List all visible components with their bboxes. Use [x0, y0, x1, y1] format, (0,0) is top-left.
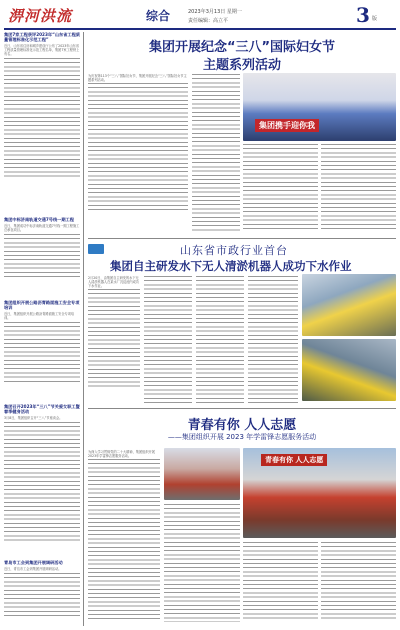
section-divider — [88, 238, 396, 239]
section-divider — [88, 408, 396, 409]
page-number: 3 — [356, 3, 370, 27]
sidebar-item-title: 集团中标济南轨道交通7号线一期工程 — [4, 217, 74, 222]
sidebar-item — [4, 217, 80, 280]
sidebar-item-body: 近日，山东省住房和城乡建设厅公布了2023年山东省工程质量管理标准化示范工程名单，集团7家工程榜上有名。 — [4, 44, 80, 57]
article-womens-day — [88, 32, 396, 238]
article-title-line2: 主题系列活动 — [202, 58, 281, 73]
sidebar-item-title: 青岛市工会到集团开展调研活动 — [4, 560, 63, 565]
sidebar-item-body: 3月8日，集团组织召开“三八”节座谈会。 — [4, 416, 63, 420]
photo-banner-text: 集团携手迎你我 — [255, 119, 319, 132]
sidebar-item-body: 近日，集团组织开展公路沥青路面施工安全专项培训。 — [4, 312, 75, 321]
volunteer-group-photo — [243, 448, 396, 538]
article-kicker: 山东省市政行业首台 — [180, 244, 288, 257]
robot-photo-top — [302, 274, 396, 336]
article-robot — [88, 240, 396, 408]
sidebar-item-body: 近日，青岛市工会到集团开展调研活动。 — [4, 567, 62, 571]
article-body-col3 — [243, 144, 318, 232]
article-volunteer — [88, 410, 396, 626]
masthead — [0, 0, 400, 30]
article-body-col4 — [321, 542, 396, 622]
sidebar-item-title: 集团7家工程获评2023年“山东省工程质量管理标准化示范工程” — [4, 32, 80, 42]
group-photo — [243, 73, 396, 141]
section-name: 综合 — [146, 9, 171, 23]
sidebar-item — [4, 300, 80, 382]
masthead-rule — [4, 28, 396, 30]
article-body-col3 — [243, 542, 318, 622]
sidebar-item — [4, 32, 80, 178]
article-title: 青春有你 人人志愿 — [187, 418, 297, 433]
sidebar-item-title: 集团召开2023年“三八”节关爱女职工暨春季健身活动 — [4, 404, 80, 414]
article-body-col1b — [88, 530, 160, 622]
newspaper-logo: 淠河洪流 — [8, 7, 73, 25]
article-body-col4 — [321, 144, 396, 232]
volunteer-photo-small — [164, 448, 240, 500]
sidebar-item-body: 近日，集团成功中标济南轨道交通7号线一期工程施工总承包项目。 — [4, 224, 80, 233]
article-body-col2 — [144, 276, 192, 404]
article-title: 集团开展纪念“三八”国际妇女节 — [148, 40, 336, 55]
article-body: 2月20日，由集团自主研发的水下无人清淤机器人在某水厂沉淀池内成功下水作业。 — [88, 276, 140, 389]
sidebar — [4, 32, 80, 626]
photo-banner-text: 青春有你 人人志愿 — [261, 454, 327, 466]
column-divider — [83, 32, 84, 626]
editor-line: 责任编辑：高立平 — [188, 18, 229, 24]
article-body-col2 — [192, 74, 240, 232]
article-body-col4 — [248, 276, 298, 404]
article-body-col2 — [164, 504, 240, 622]
sidebar-item — [4, 404, 80, 542]
article-body-col3 — [196, 276, 244, 404]
article-body: 为庆祝第113个“三八”国际妇女节，集团开展纪念“三八”国际妇女节主题系列活动。 — [88, 74, 188, 213]
sidebar-item — [4, 560, 80, 619]
article-body: 为深入学习贯彻党的二十大精神，集团组织开展2023年学雷锋志愿服务活动。 — [88, 450, 160, 529]
sidebar-item-title: 集团组织开展公路沥青路面施工安全专项培训 — [4, 300, 80, 310]
article-subtitle: ——集团组织开展 2023 年学雷锋志愿服务活动 — [167, 433, 317, 441]
robot-photo-bottom — [302, 339, 396, 401]
page-suffix: 版 — [372, 16, 378, 22]
hot-tag — [88, 244, 104, 254]
article-title: 集团自主研发水下无人清淤机器人成功下水作业 — [110, 259, 352, 273]
date-line: 2023年3月13日 星期一 — [188, 9, 242, 15]
